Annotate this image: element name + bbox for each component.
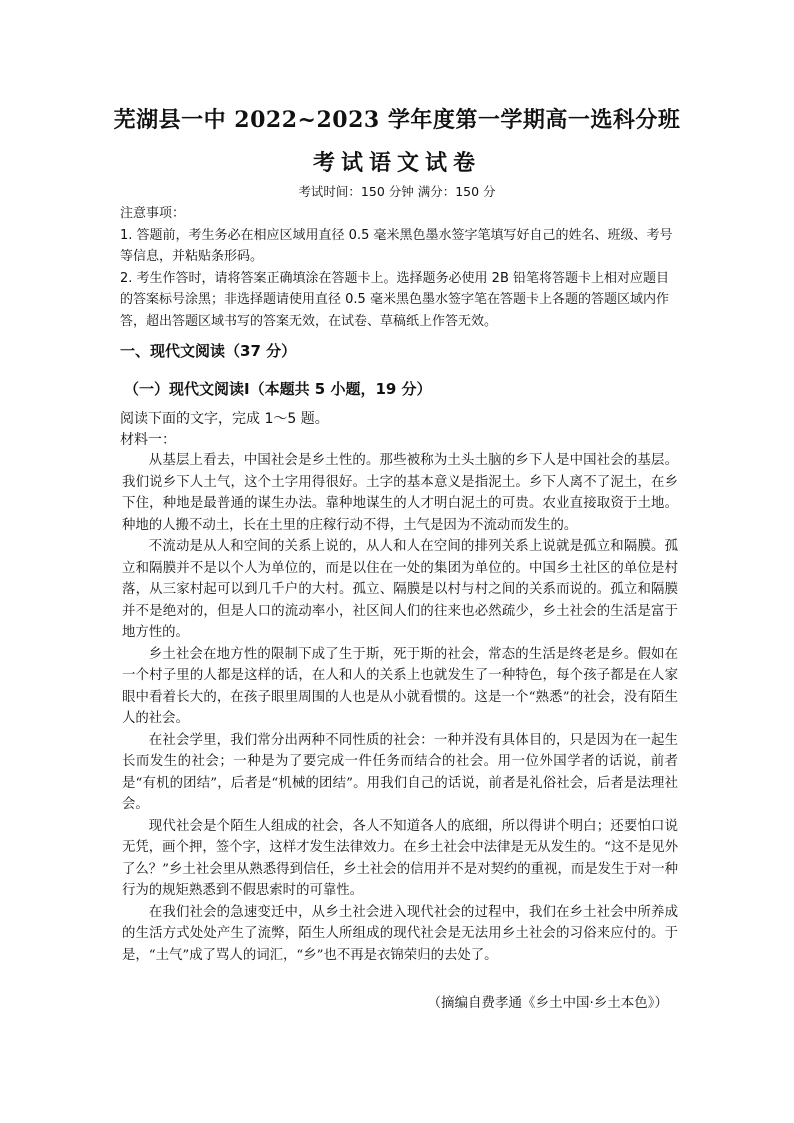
exam-info: 考试时间：150 分钟 满分：150 分	[298, 184, 496, 199]
article-paragraph: 现代社会是个陌生人组成的社会，各人不知道各人的底细，所以得讲个明白；还要怕口说无凭，画个押，签个字，这样才发生法律效力。在乡土社会中法律是无从发生的。“这不是见外了么？”乡土社会里从熟悉得到信任，乡土社会的信用并不是对契约的重视，而是发生于对一种行为的规矩熟悉到不假思索时的可靠性。	[122, 818, 678, 898]
notes-item-1: 1. 答题前，考生务必在相应区域用直径 0.5 毫米黑色墨水签字笔填写好自己的姓名、班级、考号等信息，并粘贴条形码。	[120, 227, 673, 264]
exam-subtitle: 考试语文试卷	[312, 150, 481, 176]
article-paragraph: 在我们社会的急速变迁中，从乡土社会进入现代社会的过程中，我们在乡土社会中所养成的生活方式处处产生了流弊，陌生人所组成的现代社会是无法用乡土社会的习俗来应付的。于是，“土气”成了骂人的词汇，“乡”也不再是衣锦荣归的去处了。	[122, 904, 678, 963]
subsection-heading: （一）现代文阅读Ⅰ（本题共 5 小题，19 分）	[124, 380, 432, 398]
section-heading: 一、现代文阅读（37 分）	[120, 342, 297, 360]
reading-instruction: 阅读下面的文字，完成 1～5 题。	[120, 411, 329, 427]
notes-block	[120, 203, 680, 332]
article-paragraph: 不流动是从人和空间的关系上说的，从人和人在空间的排列关系上说就是孤立和隔膜。孤立和隔膜并不是以个人为单位的，而是以住在一处的集团为单位的。中国乡土社区的单位是村落，从三家村起可以到几千户的大村。孤立、隔膜是以村与村之间的关系而说的。孤立和隔膜并不是绝对的，但是人口的流动率小，社区间人们的往来也必然疏少，乡土社会的生活是富于地方性的。	[122, 539, 678, 640]
article-paragraph: 从基层上看去，中国社会是乡土性的。那些被称为土头土脑的乡下人是中国社会的基层。我们说乡下人土气，这个土字用得很好。土字的基本意义是指泥土。乡下人离不了泥土，在乡下住，种地是最普通的谋生办法。靠种地谋生的人才明白泥土的可贵。农业直接取资于土地。种地的人搬不动土，长在土里的庄稼行动不得，土气是因为不流动而发生的。	[122, 453, 678, 533]
article-paragraph: 在社会学里，我们常分出两种不同性质的社会：一种并没有具体目的，只是因为在一起生长而发生的社会；一种是为了要完成一件任务而结合的社会。用一位外国学者的话说，前者是“有机的团结”，后者是“机械的团结”。用我们自己的话说，前者是礼俗社会，后者是法理社会。	[122, 732, 678, 812]
notes-item-2: 2. 考生作答时，请将答案正确填涂在答题卡上。选择题务必使用 2B 铅笔将答题卡上相对应题目的答案标号涂黑；非选择题请使用直径 0.5 毫米黑色墨水签字笔在答题卡上各题的答题区域内作答，超出答题区域书写的答案无效，在试卷、草稿纸上作答无效。	[120, 270, 669, 329]
material-label: 材料一：	[120, 432, 176, 448]
article-paragraph: 乡土社会在地方性的限制下成了生于斯，死于斯的社会，常态的生活是终老是乡。假如在一个村子里的人都是这样的话，在人和人的关系上也就发生了一种特色，每个孩子都是在人家眼中看着长大的，在孩子眼里周围的人也是从小就看惯的。这是一个“熟悉”的社会，没有陌生人的社会。	[122, 646, 678, 726]
article-source: （摘编自费孝通《乡土中国·乡土本色》）	[427, 995, 668, 1011]
article-body	[122, 450, 678, 966]
exam-title: 芜湖县一中 2022~2023 学年度第一学期高一选科分班	[113, 107, 681, 133]
notes-heading: 注意事项：	[120, 206, 186, 221]
